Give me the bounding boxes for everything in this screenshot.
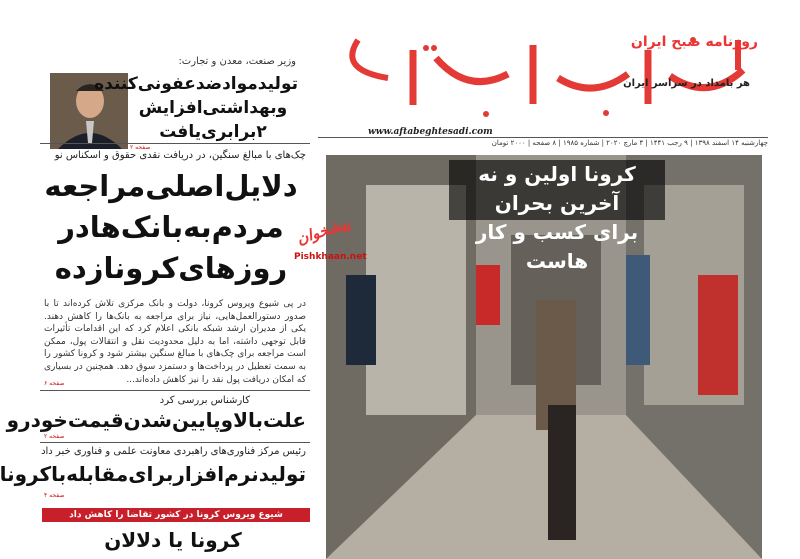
divider xyxy=(40,143,310,144)
news-ticker-bar: شیوع ویروس کرونا در کشور تقاضا را کاهش داد xyxy=(42,508,310,522)
expert-page-ref: صفحه ۲ xyxy=(44,433,65,440)
minister-headline-line-1: تولیدموادضدعفونی‌کننده xyxy=(94,74,298,94)
expert-headline: علت‌بالاوپایین‌شدن‌قیمت‌خودرو xyxy=(6,408,306,432)
minister-headline-line-3: ۲برابری‌یافت xyxy=(159,122,267,142)
bottom-headline: کرونا یا دلالان xyxy=(104,528,242,552)
divider xyxy=(40,390,310,391)
lead-headline-line-3: روزهای‌کرونازده xyxy=(54,251,288,285)
website-link[interactable]: www.aftabeghtesadi.com xyxy=(368,127,493,137)
it-page-ref: صفحه ۴ xyxy=(44,492,65,499)
expert-kicker: کارشناس بررسی کرد xyxy=(159,395,250,406)
lead-kicker: چک‌های با مبالغ سنگین، در دریافت نقدی حقوق و اسکناس نو xyxy=(54,150,306,161)
subtagline: هر بامداد در سراسر ایران xyxy=(623,78,750,89)
watermark-url: Pishkhaan.net xyxy=(294,252,367,262)
main-headline-line-2: برای کسب و کار هاست xyxy=(475,220,639,273)
dateline: چهارشنبه ۱۴ اسفند ۱۳۹۸ | ۹ رجب ۱۴۴۱ | ۴ مارچ ۲۰۲۰ | شماره ۱۹۸۵ | ۸ صفحه | ۲۰۰۰ تومان xyxy=(318,137,768,149)
left-column xyxy=(0,40,310,559)
it-headline: تولیدنرم‌افزاربرای‌مقابله‌باکرونا xyxy=(0,462,306,486)
it-kicker: رئیس مرکز فناوری‌های راهبردی معاونت علمی و فناوری خبر داد xyxy=(41,446,306,457)
lead-headline xyxy=(40,166,302,289)
lead-headline-line-1: دلایل‌اصلی‌مراجعه xyxy=(44,169,298,203)
tagline: روزنامه صبح ایران xyxy=(630,34,758,50)
lead-headline-line-2: مردم‌به‌بانک‌هادر xyxy=(58,210,284,244)
watermark xyxy=(294,213,376,262)
minister-box xyxy=(40,56,310,150)
main-headline-line-1: کرونا اولین و نه آخرین بحران xyxy=(478,162,636,215)
minister-headline-line-2: وبهداشتی‌افزایش xyxy=(138,98,288,118)
divider xyxy=(40,442,310,443)
minister-page-ref: صفحه ۲ xyxy=(130,144,151,151)
minister-headline xyxy=(94,72,298,144)
lead-body: در پی شیوع ویروس کرونا، دولت و بانک مرکزی تلاش کرده‌اند تا با صدور دستورالعمل‌هایی، نیاز برای مراجعه به بانک‌ها را کاهش دهند. یکی از مدیران ارشد شبکه بانکی اعلام کرد که این اقدامات تأثیرات قابل توجهی داشته، اما به دلیل محدودیت نقل و انتقالات پول، ممکن است مراجعه برای چک‌های با مبالغ سنگین بیشتر شود و کرونا کشور را به سمت تعطیل در پرداخت‌ها و دستمزد سوق دهد. همچنین در بسیاری که امکان دریافت پول نقد را نیز کاهش داده‌اند... xyxy=(44,299,306,385)
watermark-text: پیشخوان xyxy=(294,213,353,249)
minister-label: وزیر صنعت، معدن و تجارت: xyxy=(178,56,296,67)
main-headline xyxy=(449,160,665,273)
masthead xyxy=(318,30,770,142)
lead-page-ref: صفحه ۶ xyxy=(44,380,65,387)
